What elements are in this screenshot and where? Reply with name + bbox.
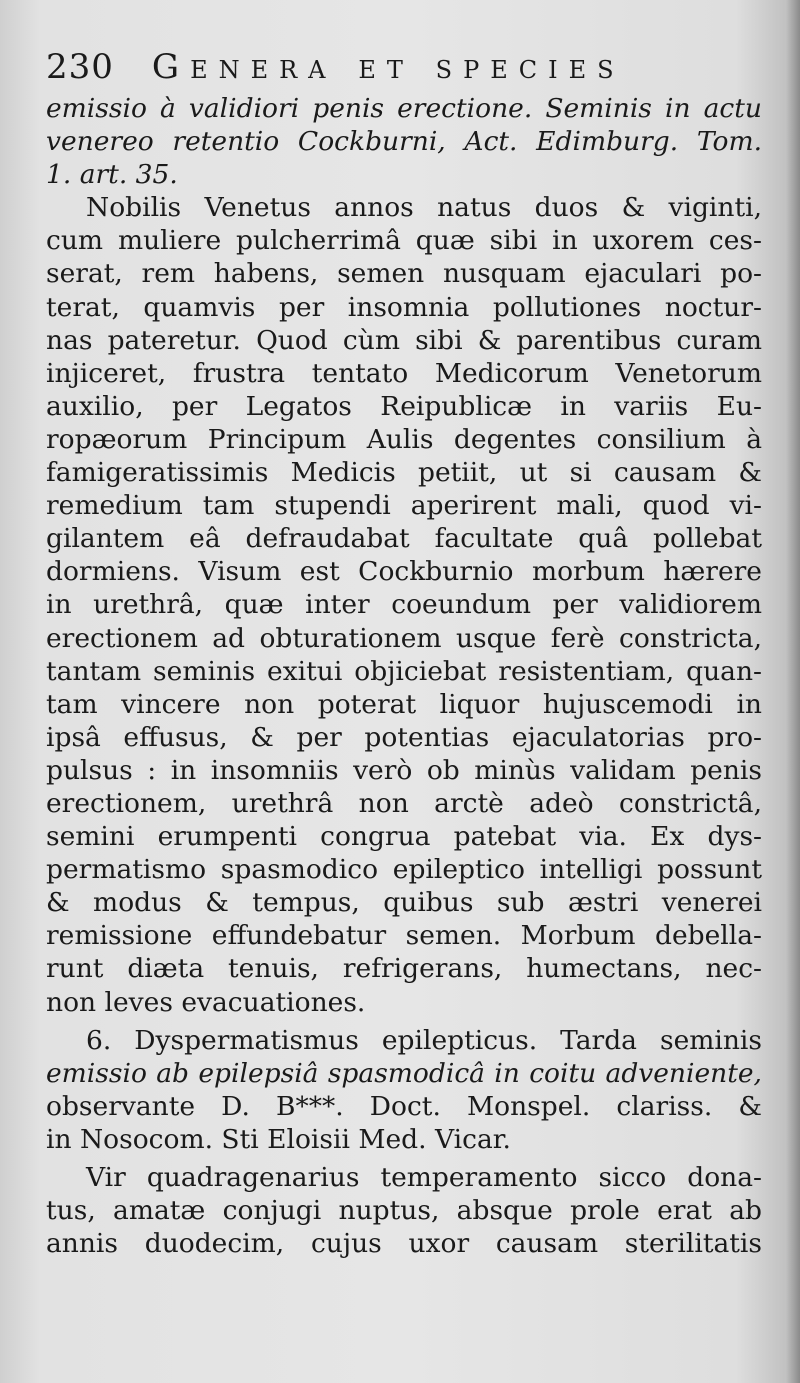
paragraph-start: Nobilis Venetus annos natus duos & viginti, (86, 192, 762, 224)
text-line: erectionem ad obturationem usque ferè constricta, (46, 622, 762, 654)
text-line: tantam seminis exitui objiciebat resistentiam, quan- (46, 655, 762, 687)
text-line: in urethrâ, quæ inter coeundum per validiorem (46, 589, 762, 621)
text-line: semini erumpenti congrua patebat via. Ex dys- (46, 821, 762, 853)
text-line: ropæorum Principum Aulis degentes consilium à (46, 423, 762, 455)
text-block (46, 42, 762, 1260)
text-line: venereo retentio Cockburni, Act. Edimburg. Tom. (46, 126, 762, 158)
text-line: observante D. B***. Doct. Monspel. clariss. & (46, 1090, 762, 1122)
page-edge-shadow (786, 0, 800, 1383)
text-line: remedium tam stupendi aperirent mali, quod vi- (46, 490, 762, 522)
text-line: auxilio, per Legatos Reipublicæ in variis Eu- (46, 390, 762, 422)
text-line: & modus & tempus, quibus sub æstri venerei (46, 887, 762, 919)
text-line: nas pateretur. Quod cùm sibi & parentibus curam (46, 324, 762, 356)
text-line: tus, amatæ conjugi nuptus, absque prole erat ab (46, 1195, 762, 1227)
text-line: cum muliere pulcherrimâ quæ sibi in uxorem ces- (46, 225, 762, 257)
page-number: 230 (46, 47, 114, 87)
text-line: non leves evacuationes. (46, 986, 366, 1018)
page-header (46, 42, 762, 92)
text-line: gilantem eâ defraudabat facultate quâ pollebat (46, 523, 762, 555)
text-line: remissione effundebatur semen. Morbum debella- (46, 920, 762, 952)
text-line: injiceret, frustra tentato Medicorum Venetorum (46, 357, 762, 389)
text-line: 1. art. 35. (46, 159, 178, 191)
text-line: emissio à validiori penis erectione. Seminis in actu (46, 93, 762, 124)
text-line: pulsus : in insomniis verò ob minùs validam penis (46, 754, 762, 786)
text-line: runt diæta tenuis, refrigerans, humectans, nec- (46, 953, 762, 985)
running-title: Genera et species (151, 47, 625, 87)
text-line: ipsâ effusus, & per potentias ejaculatorias pro- (46, 721, 762, 753)
text-line: terat, quamvis per insomnia pollutiones noctur- (46, 291, 762, 323)
text-line: tam vincere non poterat liquor hujuscemodi in (46, 688, 762, 720)
text-line: serat, rem habens, semen nusquam ejaculari po- (46, 258, 762, 290)
text-line: permatismo spasmodico epileptico intelligi possunt (46, 854, 762, 886)
text-line: in Nosocom. Sti Eloisii Med. Vicar. (46, 1123, 511, 1155)
text-line: erectionem, urethrâ non arctè adeò constrictâ, (46, 787, 762, 819)
section-heading: 6. Dyspermatismus epilepticus. Tarda seminis (86, 1024, 762, 1056)
paragraph-start: Vir quadragenarius temperamento sicco dona- (86, 1162, 762, 1193)
text-line: dormiens. Visum est Cockburnio morbum hærere (46, 556, 762, 588)
text-line: emissio ab epilepsiâ spasmodicâ in coitu adveniente, (46, 1057, 762, 1089)
text-line: annis duodecim, cujus uxor causam sterilitatis (46, 1228, 762, 1260)
text-line: famigeratissimis Medicis petiit, ut si causam & (46, 457, 762, 489)
